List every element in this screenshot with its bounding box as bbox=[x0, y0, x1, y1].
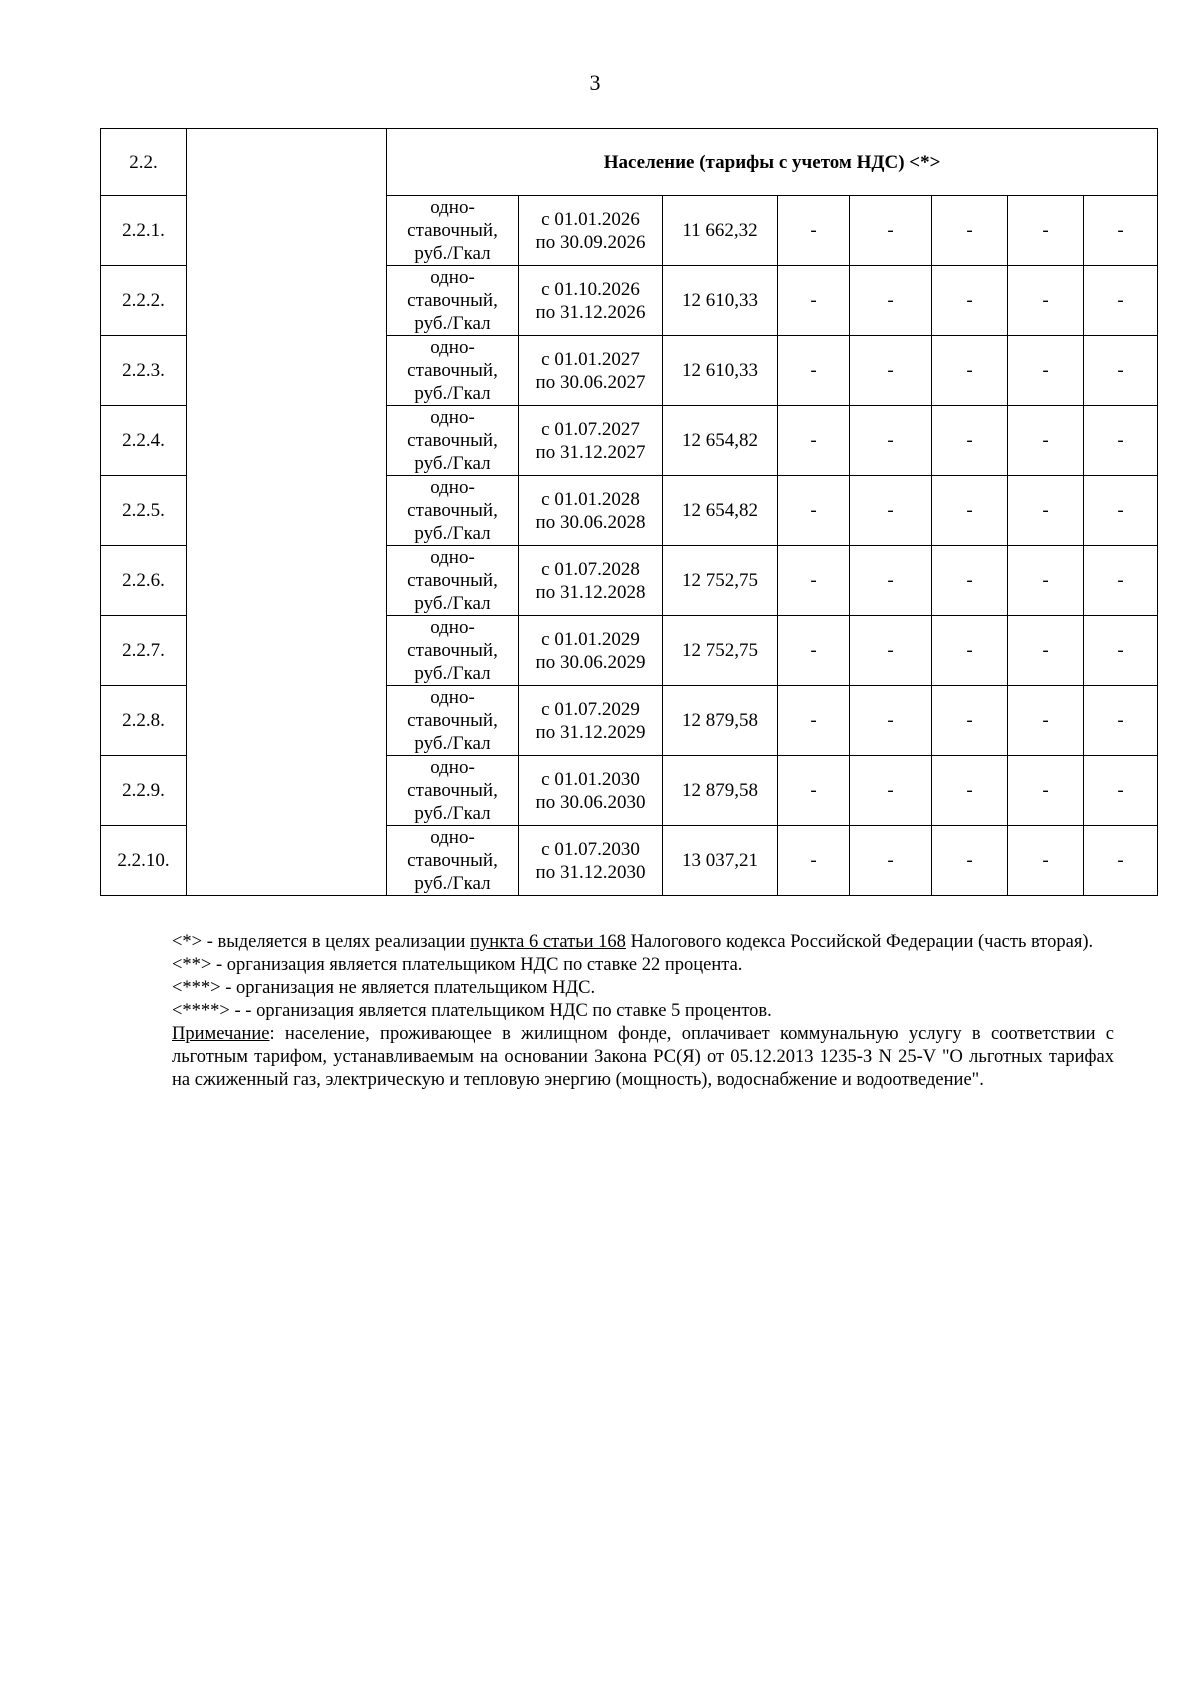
tariff-unit-line: одно- bbox=[430, 407, 475, 428]
tariff-period bbox=[519, 476, 663, 546]
row-number: 2.2.2. bbox=[101, 266, 187, 336]
remark-text: : население, проживающее в жилищном фонде, оплачивает коммунальную услугу в соответствии с льготным тарифом, устанавливаемым на основании Закона РС(Я) от 05.12.2013 1235-З N 25-V "О льготных тарифах на сжиженный газ, электрическую и тепловую энергию (мощность), водоснабжение и водоотведение". bbox=[172, 1024, 1114, 1090]
empty-value-cell: - bbox=[932, 476, 1008, 546]
row-number: 2.2.1. bbox=[101, 196, 187, 266]
tariff-unit-line: руб./Гкал bbox=[414, 593, 491, 614]
tax-code-link[interactable]: пункта 6 статьи 168 bbox=[470, 932, 626, 952]
row-number: 2.2.3. bbox=[101, 336, 187, 406]
empty-value-cell: - bbox=[1084, 196, 1158, 266]
tariff-unit-line: ставочный, bbox=[407, 570, 498, 591]
tariff-unit-line: одно- bbox=[430, 197, 475, 218]
tariff-unit bbox=[387, 616, 519, 686]
empty-value-cell: - bbox=[778, 336, 850, 406]
tariff-value: 13 037,21 bbox=[663, 826, 778, 896]
row-number: 2.2.5. bbox=[101, 476, 187, 546]
tariff-period bbox=[519, 266, 663, 336]
empty-value-cell: - bbox=[932, 756, 1008, 826]
tariff-value: 11 662,32 bbox=[663, 196, 778, 266]
tariff-value: 12 879,58 bbox=[663, 686, 778, 756]
tariff-period-line: по 30.06.2029 bbox=[535, 651, 646, 673]
empty-value-cell: - bbox=[1084, 476, 1158, 546]
tariff-unit-line: руб./Гкал bbox=[414, 523, 491, 544]
tariff-value: 12 610,33 bbox=[663, 336, 778, 406]
tariff-unit-line: руб./Гкал bbox=[414, 243, 491, 264]
empty-value-cell: - bbox=[1084, 826, 1158, 896]
empty-value-cell: - bbox=[932, 616, 1008, 686]
tariff-unit-line: одно- bbox=[430, 267, 475, 288]
tariff-unit bbox=[387, 826, 519, 896]
tariff-unit bbox=[387, 756, 519, 826]
tariff-period bbox=[519, 616, 663, 686]
tariff-period-line: по 31.12.2026 bbox=[535, 301, 646, 323]
merged-organization-cell bbox=[187, 129, 387, 896]
empty-value-cell: - bbox=[778, 406, 850, 476]
tariff-value: 12 752,75 bbox=[663, 546, 778, 616]
empty-value-cell: - bbox=[778, 266, 850, 336]
empty-value-cell: - bbox=[1008, 546, 1084, 616]
tariff-unit-line: ставочный, bbox=[407, 640, 498, 661]
empty-value-cell: - bbox=[1008, 756, 1084, 826]
tariff-period-line: по 30.06.2030 bbox=[535, 791, 646, 813]
empty-value-cell: - bbox=[1008, 406, 1084, 476]
empty-value-cell: - bbox=[932, 686, 1008, 756]
tariff-unit-line: руб./Гкал bbox=[414, 383, 491, 404]
section-header-row bbox=[101, 129, 1158, 196]
tariff-period-line: с 01.10.2026 bbox=[541, 278, 640, 300]
tariff-value: 12 610,33 bbox=[663, 266, 778, 336]
empty-value-cell: - bbox=[778, 826, 850, 896]
tariff-unit-line: руб./Гкал bbox=[414, 313, 491, 334]
empty-value-cell: - bbox=[1084, 266, 1158, 336]
tariff-unit-line: ставочный, bbox=[407, 500, 498, 521]
empty-value-cell: - bbox=[1008, 196, 1084, 266]
empty-value-cell: - bbox=[850, 546, 932, 616]
empty-value-cell: - bbox=[932, 546, 1008, 616]
remark-label: Примечание bbox=[172, 1024, 270, 1044]
section-number: 2.2. bbox=[101, 129, 187, 196]
footnote-1 bbox=[172, 931, 1114, 954]
tariff-unit-line: ставочный, bbox=[407, 430, 498, 451]
empty-value-cell: - bbox=[932, 336, 1008, 406]
empty-value-cell: - bbox=[932, 826, 1008, 896]
row-number: 2.2.4. bbox=[101, 406, 187, 476]
empty-value-cell: - bbox=[850, 336, 932, 406]
tariff-table bbox=[100, 128, 1158, 896]
tariff-period bbox=[519, 406, 663, 476]
footnote-3: <***> - организация не является плательщиком НДС. bbox=[172, 978, 596, 998]
tariff-unit-line: одно- bbox=[430, 757, 475, 778]
empty-value-cell: - bbox=[1008, 336, 1084, 406]
section-title: Население (тарифы с учетом НДС) <*> bbox=[387, 129, 1158, 196]
empty-value-cell: - bbox=[932, 406, 1008, 476]
tariff-unit bbox=[387, 196, 519, 266]
empty-value-cell: - bbox=[778, 616, 850, 686]
empty-value-cell: - bbox=[1008, 616, 1084, 686]
footnote-4: <****> - - организация является плательщиком НДС по ставке 5 процентов. bbox=[172, 1001, 772, 1021]
row-number: 2.2.6. bbox=[101, 546, 187, 616]
tariff-period-line: по 30.06.2027 bbox=[535, 371, 646, 393]
tariff-period bbox=[519, 336, 663, 406]
tariff-unit-line: ставочный, bbox=[407, 850, 498, 871]
tariff-unit-line: руб./Гкал bbox=[414, 733, 491, 754]
tariff-unit-line: ставочный, bbox=[407, 220, 498, 241]
tariff-unit bbox=[387, 266, 519, 336]
tariff-period-line: с 01.01.2028 bbox=[541, 488, 640, 510]
empty-value-cell: - bbox=[850, 756, 932, 826]
tariff-period-line: с 01.01.2030 bbox=[541, 768, 640, 790]
empty-value-cell: - bbox=[1008, 266, 1084, 336]
table-body bbox=[101, 129, 1158, 896]
empty-value-cell: - bbox=[1008, 476, 1084, 546]
row-number: 2.2.9. bbox=[101, 756, 187, 826]
tariff-unit-line: одно- bbox=[430, 687, 475, 708]
tariff-unit bbox=[387, 336, 519, 406]
empty-value-cell: - bbox=[1008, 686, 1084, 756]
footnotes bbox=[172, 931, 1114, 1092]
empty-value-cell: - bbox=[850, 196, 932, 266]
tariff-period bbox=[519, 546, 663, 616]
tariff-unit-line: ставочный, bbox=[407, 360, 498, 381]
tariff-unit-line: одно- bbox=[430, 477, 475, 498]
tariff-unit-line: ставочный, bbox=[407, 780, 498, 801]
tariff-period-line: по 31.12.2028 bbox=[535, 581, 646, 603]
tariff-period-line: по 31.12.2027 bbox=[535, 441, 646, 463]
footnote-1-suffix: Налогового кодекса Российской Федерации (часть вторая). bbox=[625, 932, 1094, 952]
empty-value-cell: - bbox=[850, 616, 932, 686]
empty-value-cell: - bbox=[1084, 336, 1158, 406]
row-number: 2.2.10. bbox=[101, 826, 187, 896]
empty-value-cell: - bbox=[778, 476, 850, 546]
empty-value-cell: - bbox=[778, 196, 850, 266]
empty-value-cell: - bbox=[932, 266, 1008, 336]
tariff-unit-line: одно- bbox=[430, 337, 475, 358]
empty-value-cell: - bbox=[1084, 406, 1158, 476]
tariff-period-line: с 01.07.2030 bbox=[541, 838, 640, 860]
tariff-period-line: по 31.12.2029 bbox=[535, 721, 646, 743]
tariff-unit-line: одно- bbox=[430, 617, 475, 638]
tariff-period-line: по 30.06.2028 bbox=[535, 511, 646, 533]
empty-value-cell: - bbox=[778, 686, 850, 756]
tariff-unit-line: руб./Гкал bbox=[414, 803, 491, 824]
tariff-period bbox=[519, 196, 663, 266]
footnote-1-prefix: <*> - выделяется в целях реализации bbox=[172, 932, 471, 952]
tariff-period-line: с 01.07.2029 bbox=[541, 698, 640, 720]
tariff-unit bbox=[387, 476, 519, 546]
tariff-period-line: по 30.09.2026 bbox=[535, 231, 646, 253]
tariff-period-line: с 01.07.2027 bbox=[541, 418, 640, 440]
tariff-period-line: с 01.01.2029 bbox=[541, 628, 640, 650]
row-number: 2.2.7. bbox=[101, 616, 187, 686]
tariff-unit bbox=[387, 406, 519, 476]
tariff-period-line: с 01.01.2026 bbox=[541, 208, 640, 230]
footnote-2: <**> - организация является плательщиком НДС по ставке 22 процента. bbox=[172, 955, 743, 975]
tariff-period-line: с 01.07.2028 bbox=[541, 558, 640, 580]
tariff-period bbox=[519, 826, 663, 896]
tariff-unit-line: руб./Гкал bbox=[414, 873, 491, 894]
tariff-unit-line: ставочный, bbox=[407, 710, 498, 731]
empty-value-cell: - bbox=[850, 266, 932, 336]
tariff-unit-line: одно- bbox=[430, 827, 475, 848]
tariff-value: 12 654,82 bbox=[663, 406, 778, 476]
tariff-value: 12 752,75 bbox=[663, 616, 778, 686]
empty-value-cell: - bbox=[1084, 546, 1158, 616]
empty-value-cell: - bbox=[1008, 826, 1084, 896]
tariff-unit-line: одно- bbox=[430, 547, 475, 568]
tariff-unit-line: руб./Гкал bbox=[414, 663, 491, 684]
tariff-value: 12 654,82 bbox=[663, 476, 778, 546]
empty-value-cell: - bbox=[932, 196, 1008, 266]
tariff-period-line: по 31.12.2030 bbox=[535, 861, 646, 883]
tariff-value: 12 879,58 bbox=[663, 756, 778, 826]
tariff-unit bbox=[387, 686, 519, 756]
empty-value-cell: - bbox=[850, 406, 932, 476]
remark bbox=[172, 1023, 1114, 1092]
page-number: 3 bbox=[589, 70, 601, 95]
tariff-period-line: с 01.01.2027 bbox=[541, 348, 640, 370]
empty-value-cell: - bbox=[850, 826, 932, 896]
tariff-period bbox=[519, 686, 663, 756]
tariff-unit-line: руб./Гкал bbox=[414, 453, 491, 474]
empty-value-cell: - bbox=[850, 476, 932, 546]
empty-value-cell: - bbox=[1084, 686, 1158, 756]
empty-value-cell: - bbox=[850, 686, 932, 756]
tariff-unit-line: ставочный, bbox=[407, 290, 498, 311]
empty-value-cell: - bbox=[778, 756, 850, 826]
empty-value-cell: - bbox=[1084, 756, 1158, 826]
empty-value-cell: - bbox=[778, 546, 850, 616]
tariff-period bbox=[519, 756, 663, 826]
tariff-unit bbox=[387, 546, 519, 616]
empty-value-cell: - bbox=[1084, 616, 1158, 686]
row-number: 2.2.8. bbox=[101, 686, 187, 756]
